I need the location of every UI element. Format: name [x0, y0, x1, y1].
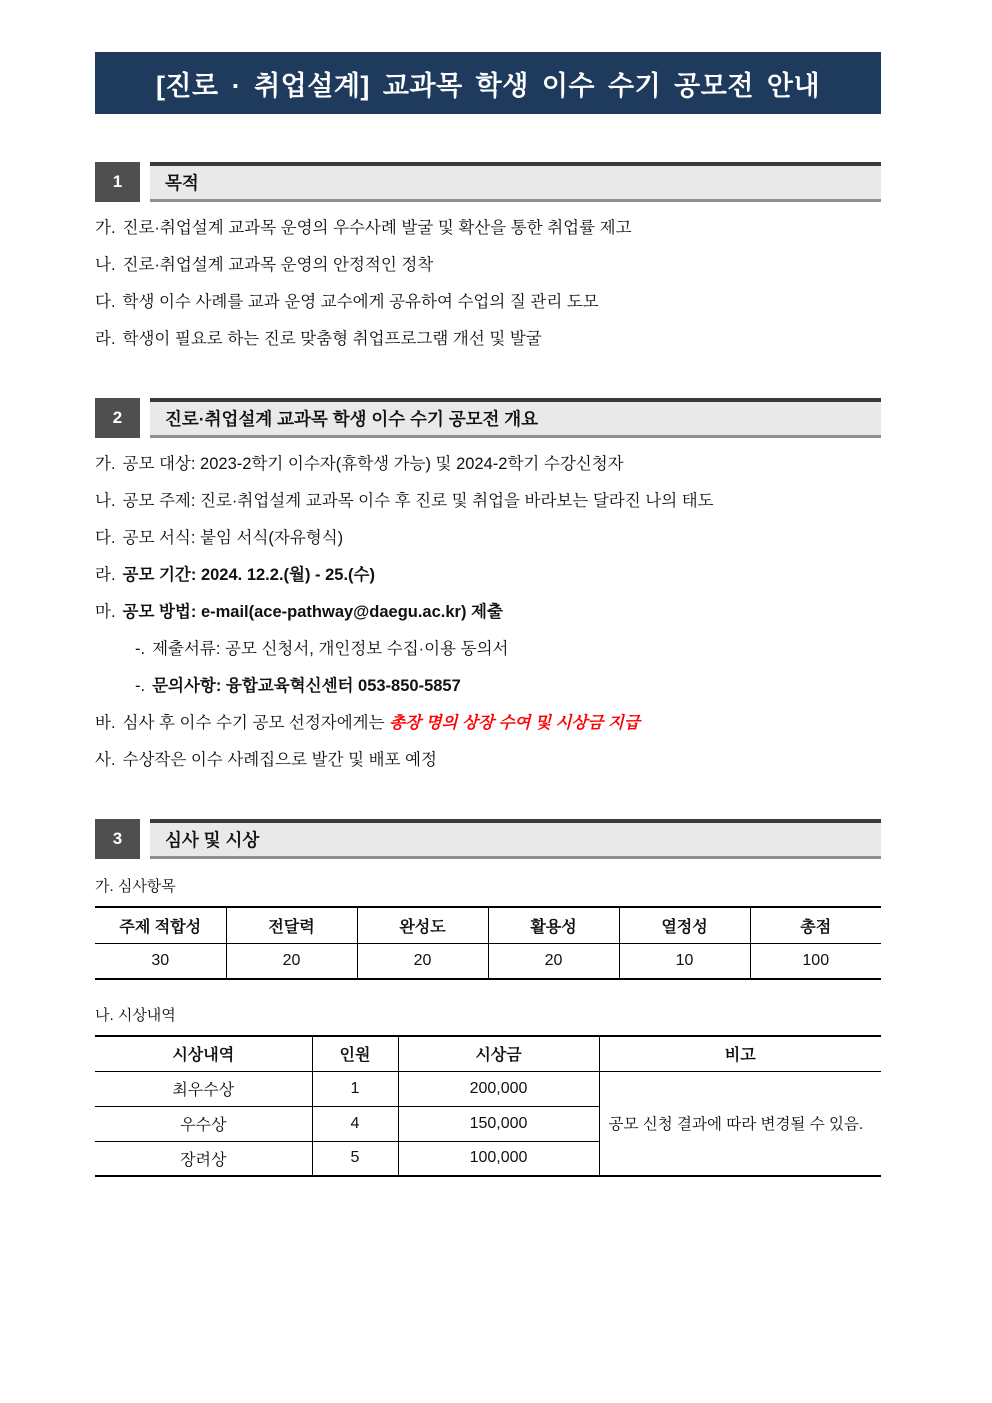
item-lead: -.	[135, 640, 146, 658]
item-text-red-emphasis: 총장 명의 상장 수여 및 시상금 지급	[389, 714, 640, 732]
item-text: 공모 서식: 붙임 서식(자유형식)	[122, 529, 344, 547]
award-name: 우수상	[95, 1106, 312, 1141]
awards-header-row	[95, 1036, 881, 1071]
item-lead: 다.	[95, 293, 116, 311]
award-amount: 200,000	[398, 1071, 599, 1106]
item-text: 심사 후 이수 수기 공모 선정자에게는	[122, 714, 390, 732]
criteria-header: 활용성	[488, 907, 619, 943]
section-3-heading: 심사 및 시상	[150, 819, 881, 859]
item-text-bold: 문의사항: 융합교육혁신센터 053-850-5857	[152, 677, 461, 695]
section-3-number: 3	[95, 819, 140, 859]
award-name: 장려상	[95, 1141, 312, 1176]
page-title: [진로 · 취업설계] 교과목 학생 이수 수기 공모전 안내	[155, 70, 821, 101]
list-item	[95, 520, 881, 557]
awards-note: 공모 신청 결과에 따라 변경될 수 있음.	[599, 1071, 881, 1176]
document-content	[95, 52, 881, 1177]
award-count: 5	[312, 1141, 398, 1176]
list-subitem	[95, 631, 881, 668]
item-lead: 나.	[95, 256, 116, 274]
list-subitem	[95, 668, 881, 705]
item-lead: 라.	[95, 330, 116, 348]
criteria-value-row	[95, 943, 881, 979]
section-3-header	[95, 819, 881, 859]
item-lead: 마.	[95, 603, 116, 621]
item-lead: 바.	[95, 714, 116, 732]
list-item	[95, 594, 881, 631]
item-text-bold: 공모 방법: e-mail(ace-pathway@daegu.ac.kr) 제출	[122, 603, 503, 621]
list-item	[95, 247, 881, 284]
awards-header: 시상금	[398, 1036, 599, 1071]
criteria-header: 전달력	[226, 907, 357, 943]
award-amount: 100,000	[398, 1141, 599, 1176]
award-count: 1	[312, 1071, 398, 1106]
list-item	[95, 321, 881, 358]
section-1-body	[95, 210, 881, 358]
criteria-value: 30	[95, 943, 226, 979]
list-item	[95, 210, 881, 247]
criteria-label: 가. 심사항목	[95, 878, 176, 895]
item-text-bold: 공모 기간: 2024. 12.2.(월) - 25.(수)	[122, 566, 375, 584]
item-text: 제출서류: 공모 신청서, 개인정보 수집·이용 동의서	[152, 640, 509, 658]
item-lead: 나.	[95, 492, 116, 510]
item-text: 공모 주제: 진로·취업설계 교과목 이수 후 진로 및 취업을 바라보는 달라진 나의 태도	[122, 492, 714, 510]
item-lead: 가.	[95, 219, 116, 237]
list-item	[95, 742, 881, 779]
criteria-value: 20	[488, 943, 619, 979]
list-item	[95, 284, 881, 321]
section-2-body	[95, 446, 881, 779]
item-lead: 사.	[95, 751, 116, 769]
awards-header: 비고	[599, 1036, 881, 1071]
criteria-header: 완성도	[357, 907, 488, 943]
item-lead: 가.	[95, 455, 116, 473]
list-item	[95, 557, 881, 594]
item-text: 진로·취업설계 교과목 운영의 안정적인 정착	[122, 256, 434, 274]
awards-header: 시상내역	[95, 1036, 312, 1071]
item-text: 학생 이수 사례를 교과 운영 교수에게 공유하여 수업의 질 관리 도모	[122, 293, 599, 311]
criteria-value: 20	[226, 943, 357, 979]
item-lead: 다.	[95, 529, 116, 547]
title-banner	[95, 52, 881, 114]
list-item	[95, 446, 881, 483]
award-count: 4	[312, 1106, 398, 1141]
criteria-header-row	[95, 907, 881, 943]
awards-header: 인원	[312, 1036, 398, 1071]
section-2-header	[95, 398, 881, 438]
item-text: 진로·취업설계 교과목 운영의 우수사례 발굴 및 확산을 통한 취업률 제고	[122, 219, 632, 237]
criteria-header: 주제 적합성	[95, 907, 226, 943]
criteria-table	[95, 906, 881, 980]
item-lead: -.	[135, 677, 146, 695]
list-item	[95, 483, 881, 520]
list-item	[95, 705, 881, 742]
awards-table	[95, 1035, 881, 1177]
item-lead: 라.	[95, 566, 116, 584]
criteria-header: 열정성	[619, 907, 750, 943]
section-1-number: 1	[95, 162, 140, 202]
criteria-value: 20	[357, 943, 488, 979]
section-1-heading: 목적	[150, 162, 881, 202]
item-text: 수상작은 이수 사례집으로 발간 및 배포 예정	[122, 751, 437, 769]
section-2-number: 2	[95, 398, 140, 438]
awards-label: 나. 시상내역	[95, 1007, 176, 1024]
item-text: 학생이 필요로 하는 진로 맞춤형 취업프로그램 개선 및 발굴	[122, 330, 542, 348]
award-name: 최우수상	[95, 1071, 312, 1106]
criteria-value: 100	[750, 943, 881, 979]
item-text: 공모 대상: 2023-2학기 이수자(휴학생 가능) 및 2024-2학기 수강신청자	[122, 455, 624, 473]
section-2-heading: 진로·취업설계 교과목 학생 이수 수기 공모전 개요	[150, 398, 881, 438]
section-1-header	[95, 162, 881, 202]
criteria-value: 10	[619, 943, 750, 979]
table-row	[95, 1071, 881, 1106]
criteria-header: 총점	[750, 907, 881, 943]
award-amount: 150,000	[398, 1106, 599, 1141]
